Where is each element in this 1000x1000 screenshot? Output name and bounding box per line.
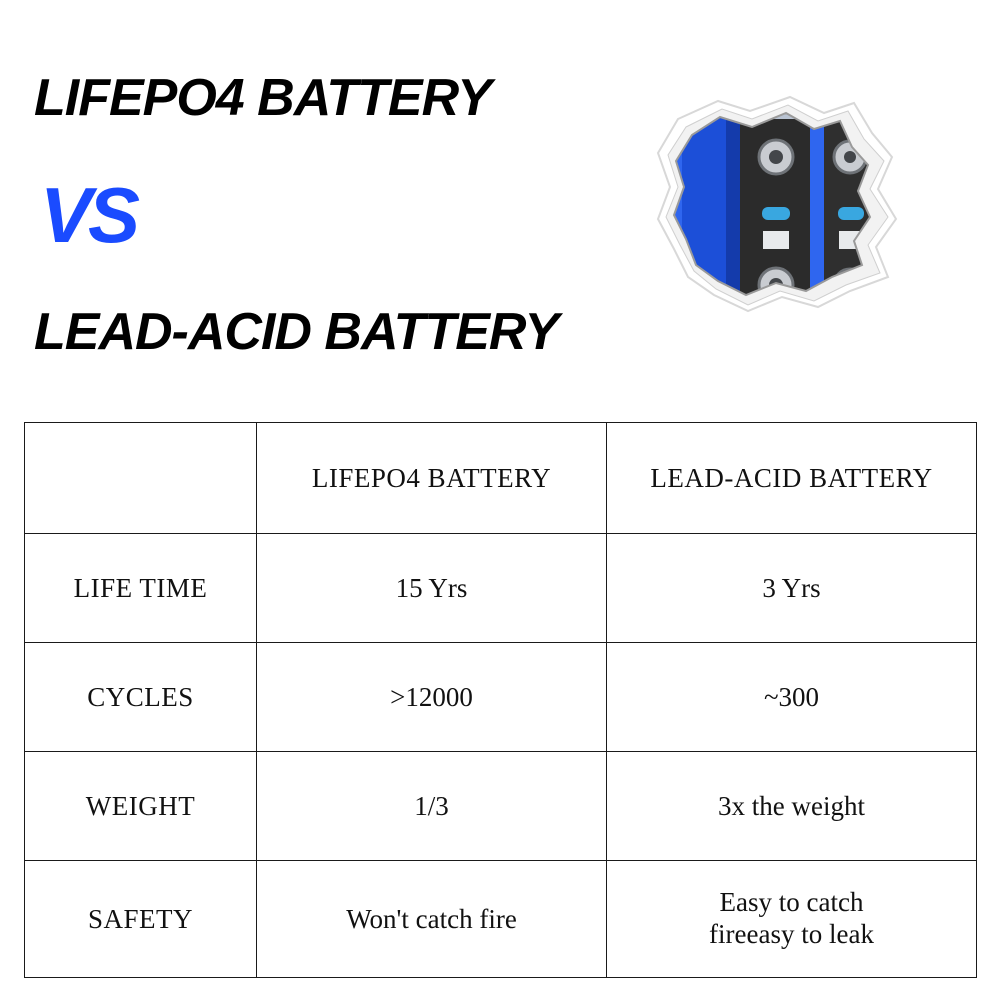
table-row	[25, 534, 977, 643]
table-row	[25, 861, 977, 978]
cell-lead-acid-safety	[607, 861, 977, 978]
cell-lead-acid-safety-line1: Easy to catch	[719, 887, 864, 918]
row-label-safety: SAFETY	[25, 861, 257, 978]
table-row	[25, 752, 977, 861]
page-title-lead-acid: LEAD-ACID BATTERY	[34, 303, 559, 361]
cell-lifepo4-weight: 1/3	[257, 752, 607, 861]
cell-lead-acid-cycles: ~300	[607, 643, 977, 752]
vs-badge: VS	[40, 171, 137, 259]
cell-lifepo4-life-time: 15 Yrs	[257, 534, 607, 643]
row-label-life-time: LIFE TIME	[25, 534, 257, 643]
table-row	[25, 643, 977, 752]
row-label-cycles: CYCLES	[25, 643, 257, 752]
comparison-header	[0, 0, 1000, 400]
table-header-lifepo4: LIFEPO4 BATTERY	[257, 423, 607, 534]
cell-lead-acid-weight: 3x the weight	[607, 752, 977, 861]
cell-lifepo4-safety: Won't catch fire	[257, 861, 607, 978]
table-header-row	[25, 423, 977, 534]
page-title-lifepo4: LIFEPO4 BATTERY	[34, 69, 491, 127]
torn-paper-battery-image	[600, 95, 920, 320]
table-header-lead-acid: LEAD-ACID BATTERY	[607, 423, 977, 534]
table-header-blank	[25, 423, 257, 534]
cell-lead-acid-safety-line2: fireeasy to leak	[709, 919, 874, 949]
cell-lifepo4-cycles: >12000	[257, 643, 607, 752]
comparison-table-container	[24, 422, 976, 978]
comparison-table	[24, 422, 977, 978]
cell-lead-acid-life-time: 3 Yrs	[607, 534, 977, 643]
row-label-weight: WEIGHT	[25, 752, 257, 861]
